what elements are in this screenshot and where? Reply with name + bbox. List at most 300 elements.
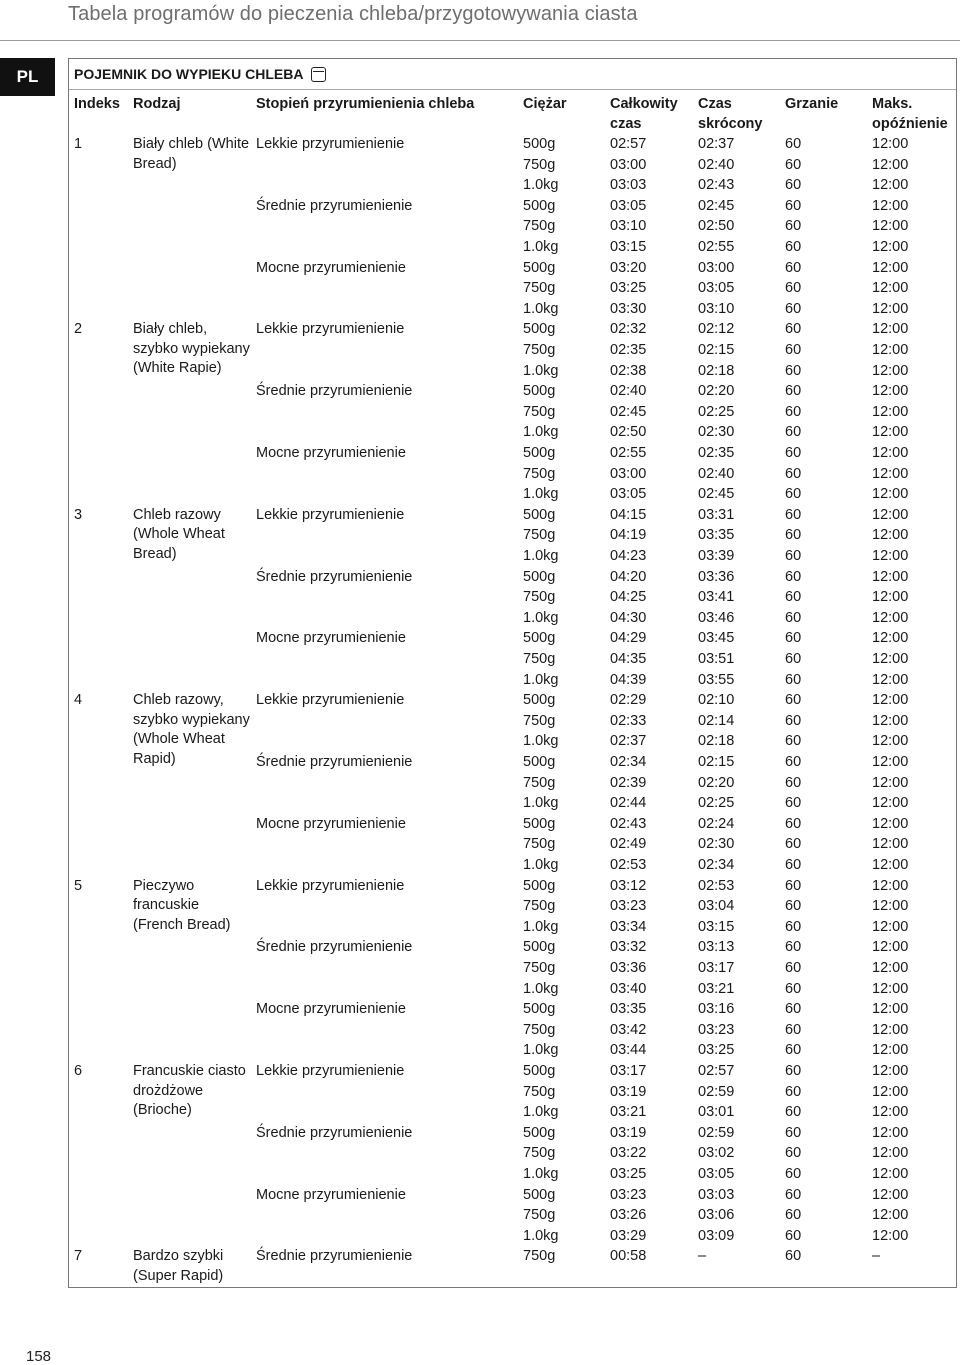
program-index: 6 <box>74 1063 83 1079</box>
browning-level: Średnie przyrumienienie <box>256 568 413 585</box>
weight-cell: 750g <box>523 403 556 420</box>
keep-warm-cell: 60 <box>785 877 802 894</box>
max-delay-cell: 12:00 <box>872 1227 909 1244</box>
short-time-cell: 03:01 <box>698 1104 735 1121</box>
weight-cell: 750g <box>523 527 556 544</box>
total-time-cell: 03:10 <box>610 218 647 235</box>
max-delay-cell: 12:00 <box>872 609 909 626</box>
column-header: Indeks <box>74 96 120 112</box>
keep-warm-cell: 60 <box>785 177 802 194</box>
short-time-cell: 02:35 <box>698 445 735 461</box>
short-time-cell: 02:45 <box>698 197 735 214</box>
short-time-cell: 03:05 <box>698 1166 735 1182</box>
section-header <box>69 59 956 90</box>
program-name: Biały chleb, szybko wypiekany (White Rapie) <box>133 321 250 377</box>
keep-warm-cell: 60 <box>785 300 802 317</box>
program-index: 2 <box>74 321 83 338</box>
max-delay-cell: 12:00 <box>872 342 909 358</box>
weight-cell: 500g <box>523 630 556 647</box>
keep-warm-cell: 60 <box>785 486 802 503</box>
total-time-cell: 03:36 <box>610 960 647 976</box>
keep-warm-cell: 60 <box>785 156 802 173</box>
weight-cell: 500g <box>523 939 556 956</box>
weight-cell: 1.0kg <box>523 1104 559 1121</box>
max-delay-cell: 12:00 <box>872 403 909 420</box>
weight-cell: 500g <box>523 877 556 894</box>
weight-cell: 1.0kg <box>523 1042 559 1059</box>
column-header: Maks. opóźnienie <box>872 96 948 132</box>
short-time-cell: 02:12 <box>698 321 735 338</box>
browning-level: Średnie przyrumienienie <box>256 939 413 956</box>
keep-warm-cell: 60 <box>785 136 802 152</box>
short-time-cell: 03:21 <box>698 980 735 997</box>
weight-cell: 500g <box>523 1124 556 1141</box>
weight-cell: 750g <box>523 774 556 791</box>
max-delay-cell: 12:00 <box>872 898 909 915</box>
short-time-cell: 03:41 <box>698 589 735 606</box>
total-time-cell: 02:40 <box>610 383 647 400</box>
short-time-cell: – <box>698 1248 707 1265</box>
max-delay-cell: 12:00 <box>872 1145 909 1162</box>
browning-level: Lekkie przyrumienienie <box>256 877 405 894</box>
weight-cell: 1.0kg <box>523 1227 559 1244</box>
short-time-cell: 03:06 <box>698 1207 735 1224</box>
short-time-cell: 02:25 <box>698 795 735 812</box>
keep-warm-cell: 60 <box>785 239 802 255</box>
weight-cell: 500g <box>523 259 556 276</box>
total-time-cell: 03:03 <box>610 177 647 194</box>
keep-warm-cell: 60 <box>785 836 802 853</box>
weight-cell: 750g <box>523 836 556 853</box>
browning-level: Mocne przyrumienienie <box>256 259 406 276</box>
browning-level: Średnie przyrumienienie <box>256 383 413 400</box>
weight-cell: 1.0kg <box>523 239 559 255</box>
short-time-cell: 02:30 <box>698 424 735 441</box>
short-time-cell: 02:24 <box>698 815 735 832</box>
browning-level: Lekkie przyrumienienie <box>256 1063 405 1079</box>
weight-cell: 1.0kg <box>523 548 559 564</box>
weight-cell: 500g <box>523 321 556 338</box>
max-delay-cell: 12:00 <box>872 651 909 667</box>
browning-level: Średnie przyrumienienie <box>256 197 413 214</box>
program-index: 7 <box>74 1248 83 1265</box>
weight-cell: 500g <box>523 197 556 214</box>
keep-warm-cell: 60 <box>785 754 802 770</box>
language-tab: PL <box>0 58 55 96</box>
total-time-cell: 03:29 <box>610 1227 647 1244</box>
weight-cell: 750g <box>523 342 556 358</box>
keep-warm-cell: 60 <box>785 218 802 235</box>
max-delay-cell: 12:00 <box>872 589 909 606</box>
max-delay-cell: 12:00 <box>872 774 909 791</box>
short-time-cell: 03:15 <box>698 918 735 935</box>
max-delay-cell: 12:00 <box>872 1207 909 1224</box>
short-time-cell: 02:10 <box>698 692 735 709</box>
max-delay-cell: 12:00 <box>872 733 909 750</box>
short-time-cell: 02:15 <box>698 754 735 770</box>
keep-warm-cell: 60 <box>785 383 802 400</box>
total-time-cell: 03:25 <box>610 1166 647 1182</box>
keep-warm-cell: 60 <box>785 1104 802 1121</box>
max-delay-cell: 12:00 <box>872 1104 909 1121</box>
max-delay-cell: 12:00 <box>872 1083 909 1100</box>
total-time-cell: 03:15 <box>610 239 647 255</box>
weight-cell: 1.0kg <box>523 918 559 935</box>
total-time-cell: 03:17 <box>610 1063 647 1079</box>
browning-level: Średnie przyrumienienie <box>256 754 413 770</box>
short-time-cell: 02:50 <box>698 218 735 235</box>
total-time-cell: 02:33 <box>610 712 647 729</box>
page-number: 158 <box>26 1348 52 1365</box>
program-name: Pieczywo francuskie (French Bread) <box>133 877 231 933</box>
keep-warm-cell: 60 <box>785 548 802 564</box>
total-time-cell: 03:00 <box>610 465 647 482</box>
weight-cell: 500g <box>523 506 556 523</box>
max-delay-cell: 12:00 <box>872 712 909 729</box>
column-header: Całkowity czas <box>610 96 678 132</box>
max-delay-cell: 12:00 <box>872 1042 909 1059</box>
weight-cell: 500g <box>523 1001 556 1018</box>
keep-warm-cell: 60 <box>785 1021 802 1038</box>
weight-cell: 1.0kg <box>523 300 559 317</box>
total-time-cell: 04:15 <box>610 506 647 523</box>
weight-cell: 1.0kg <box>523 795 559 812</box>
weight-cell: 750g <box>523 156 556 173</box>
max-delay-cell: 12:00 <box>872 980 909 997</box>
keep-warm-cell: 60 <box>785 280 802 297</box>
section-title: POJEMNIK DO WYPIEKU CHLEBA <box>74 66 304 82</box>
short-time-cell: 02:20 <box>698 383 735 400</box>
weight-cell: 1.0kg <box>523 980 559 997</box>
total-time-cell: 03:40 <box>610 980 647 997</box>
max-delay-cell: 12:00 <box>872 671 909 688</box>
weight-cell: 1.0kg <box>523 424 559 441</box>
weight-cell: 500g <box>523 754 556 770</box>
keep-warm-cell: 60 <box>785 774 802 791</box>
total-time-cell: 03:44 <box>610 1042 647 1059</box>
browning-level: Mocne przyrumienienie <box>256 815 406 832</box>
browning-level: Lekkie przyrumienienie <box>256 692 405 709</box>
weight-cell: 500g <box>523 1186 556 1203</box>
max-delay-cell: 12:00 <box>872 362 909 379</box>
weight-cell: 1.0kg <box>523 177 559 194</box>
total-time-cell: 04:20 <box>610 568 647 585</box>
short-time-cell: 03:04 <box>698 898 735 915</box>
short-time-cell: 03:00 <box>698 259 735 276</box>
weight-cell: 500g <box>523 692 556 709</box>
browning-level: Lekkie przyrumienienie <box>256 321 405 338</box>
max-delay-cell: 12:00 <box>872 280 909 297</box>
keep-warm-cell: 60 <box>785 1083 802 1100</box>
weight-cell: 500g <box>523 568 556 585</box>
total-time-cell: 03:22 <box>610 1145 647 1162</box>
total-time-cell: 02:35 <box>610 342 647 358</box>
weight-cell: 1.0kg <box>523 362 559 379</box>
total-time-cell: 04:35 <box>610 651 647 667</box>
short-time-cell: 02:30 <box>698 836 735 853</box>
max-delay-cell: 12:00 <box>872 836 909 853</box>
keep-warm-cell: 60 <box>785 321 802 338</box>
program-index: 4 <box>74 692 83 709</box>
keep-warm-cell: 60 <box>785 671 802 688</box>
short-time-cell: 02:59 <box>698 1083 735 1100</box>
weight-cell: 500g <box>523 136 556 152</box>
total-time-cell: 00:58 <box>610 1248 647 1265</box>
keep-warm-cell: 60 <box>785 918 802 935</box>
max-delay-cell: 12:00 <box>872 1021 909 1038</box>
weight-cell: 1.0kg <box>523 486 559 503</box>
short-time-cell: 02:15 <box>698 342 735 358</box>
max-delay-cell: 12:00 <box>872 548 909 564</box>
program-index: 5 <box>74 877 83 894</box>
weight-cell: 1.0kg <box>523 609 559 626</box>
short-time-cell: 02:55 <box>698 239 735 255</box>
total-time-cell: 04:25 <box>610 589 647 606</box>
total-time-cell: 02:53 <box>610 857 647 873</box>
browning-level: Lekkie przyrumienienie <box>256 136 405 152</box>
short-time-cell: 03:31 <box>698 506 735 523</box>
keep-warm-cell: 60 <box>785 960 802 976</box>
total-time-cell: 03:25 <box>610 280 647 297</box>
title-divider <box>0 40 960 41</box>
keep-warm-cell: 60 <box>785 197 802 214</box>
max-delay-cell: 12:00 <box>872 877 909 894</box>
max-delay-cell: – <box>872 1248 881 1265</box>
program-name: Francuskie ciasto drożdżowe (Brioche) <box>133 1063 246 1118</box>
total-time-cell: 03:20 <box>610 259 647 276</box>
keep-warm-cell: 60 <box>785 1248 802 1265</box>
total-time-cell: 04:23 <box>610 548 647 564</box>
max-delay-cell: 12:00 <box>872 321 909 338</box>
weight-cell: 750g <box>523 589 556 606</box>
total-time-cell: 02:32 <box>610 321 647 338</box>
page-title: Tabela programów do pieczenia chleba/przygotowywania ciasta <box>68 3 638 25</box>
column-header: Stopień przyrumienienia chleba <box>256 96 475 112</box>
max-delay-cell: 12:00 <box>872 383 909 400</box>
keep-warm-cell: 60 <box>785 342 802 358</box>
weight-cell: 750g <box>523 1083 556 1100</box>
total-time-cell: 04:19 <box>610 527 647 544</box>
keep-warm-cell: 60 <box>785 980 802 997</box>
weight-cell: 750g <box>523 218 556 235</box>
keep-warm-cell: 60 <box>785 1207 802 1224</box>
short-time-cell: 03:16 <box>698 1001 735 1018</box>
program-name: Biały chleb (White Bread) <box>133 136 250 172</box>
max-delay-cell: 12:00 <box>872 918 909 935</box>
max-delay-cell: 12:00 <box>872 857 909 873</box>
max-delay-cell: 12:00 <box>872 218 909 235</box>
weight-cell: 750g <box>523 1021 556 1038</box>
max-delay-cell: 12:00 <box>872 136 909 152</box>
browning-level: Mocne przyrumienienie <box>256 1001 406 1018</box>
browning-level: Mocne przyrumienienie <box>256 630 406 647</box>
max-delay-cell: 12:00 <box>872 465 909 482</box>
max-delay-cell: 12:00 <box>872 795 909 812</box>
max-delay-cell: 12:00 <box>872 1124 909 1141</box>
browning-level: Mocne przyrumienienie <box>256 1186 406 1203</box>
keep-warm-cell: 60 <box>785 857 802 873</box>
short-time-cell: 02:40 <box>698 465 735 482</box>
max-delay-cell: 12:00 <box>872 568 909 585</box>
short-time-cell: 02:37 <box>698 136 735 152</box>
keep-warm-cell: 60 <box>785 1124 802 1141</box>
short-time-cell: 03:35 <box>698 527 735 544</box>
total-time-cell: 03:35 <box>610 1001 647 1018</box>
max-delay-cell: 12:00 <box>872 259 909 276</box>
keep-warm-cell: 60 <box>785 403 802 420</box>
short-time-cell: 02:34 <box>698 857 735 873</box>
short-time-cell: 02:57 <box>698 1063 735 1079</box>
short-time-cell: 03:51 <box>698 651 735 667</box>
max-delay-cell: 12:00 <box>872 630 909 647</box>
total-time-cell: 04:29 <box>610 630 647 647</box>
max-delay-cell: 12:00 <box>872 156 909 173</box>
weight-cell: 750g <box>523 898 556 915</box>
total-time-cell: 02:45 <box>610 403 647 420</box>
weight-cell: 500g <box>523 383 556 400</box>
short-time-cell: 03:23 <box>698 1021 735 1038</box>
total-time-cell: 02:44 <box>610 795 647 812</box>
max-delay-cell: 12:00 <box>872 424 909 441</box>
weight-cell: 750g <box>523 1248 556 1265</box>
weight-cell: 1.0kg <box>523 1166 559 1182</box>
short-time-cell: 03:46 <box>698 609 735 626</box>
weight-cell: 750g <box>523 651 556 667</box>
short-time-cell: 02:14 <box>698 712 735 729</box>
weight-cell: 750g <box>523 1207 556 1224</box>
short-time-cell: 03:55 <box>698 671 735 688</box>
keep-warm-cell: 60 <box>785 795 802 812</box>
short-time-cell: 03:13 <box>698 939 735 956</box>
keep-warm-cell: 60 <box>785 527 802 544</box>
max-delay-cell: 12:00 <box>872 1166 909 1182</box>
short-time-cell: 03:17 <box>698 960 735 976</box>
total-time-cell: 03:42 <box>610 1021 647 1038</box>
max-delay-cell: 12:00 <box>872 1001 909 1018</box>
keep-warm-cell: 60 <box>785 506 802 523</box>
keep-warm-cell: 60 <box>785 1145 802 1162</box>
keep-warm-cell: 60 <box>785 465 802 482</box>
total-time-cell: 02:38 <box>610 362 647 379</box>
browning-level: Średnie przyrumienienie <box>256 1124 413 1141</box>
max-delay-cell: 12:00 <box>872 177 909 194</box>
total-time-cell: 03:21 <box>610 1104 647 1121</box>
total-time-cell: 02:57 <box>610 136 647 152</box>
total-time-cell: 03:23 <box>610 898 647 915</box>
weight-cell: 750g <box>523 712 556 729</box>
max-delay-cell: 12:00 <box>872 1186 909 1203</box>
short-time-cell: 02:40 <box>698 156 735 173</box>
max-delay-cell: 12:00 <box>872 486 909 503</box>
max-delay-cell: 12:00 <box>872 960 909 976</box>
column-header: Grzanie <box>785 96 839 112</box>
short-time-cell: 02:53 <box>698 877 735 894</box>
max-delay-cell: 12:00 <box>872 239 909 255</box>
total-time-cell: 02:37 <box>610 733 647 750</box>
keep-warm-cell: 60 <box>785 692 802 709</box>
short-time-cell: 03:02 <box>698 1145 735 1162</box>
weight-cell: 750g <box>523 1145 556 1162</box>
short-time-cell: 03:36 <box>698 568 735 585</box>
keep-warm-cell: 60 <box>785 259 802 276</box>
keep-warm-cell: 60 <box>785 630 802 647</box>
max-delay-cell: 12:00 <box>872 815 909 832</box>
browning-level: Średnie przyrumienienie <box>256 1248 413 1265</box>
max-delay-cell: 12:00 <box>872 939 909 956</box>
total-time-cell: 03:19 <box>610 1124 647 1141</box>
column-header: Rodzaj <box>133 96 181 112</box>
keep-warm-cell: 60 <box>785 1042 802 1059</box>
short-time-cell: 03:25 <box>698 1042 735 1059</box>
weight-cell: 1.0kg <box>523 733 559 750</box>
weight-cell: 500g <box>523 815 556 832</box>
max-delay-cell: 12:00 <box>872 300 909 317</box>
weight-cell: 500g <box>523 445 556 461</box>
max-delay-cell: 12:00 <box>872 754 909 770</box>
total-time-cell: 02:29 <box>610 692 647 709</box>
program-name: Bardzo szybki (Super Rapid) <box>133 1248 224 1284</box>
max-delay-cell: 12:00 <box>872 506 909 523</box>
keep-warm-cell: 60 <box>785 589 802 606</box>
total-time-cell: 02:34 <box>610 754 647 770</box>
column-header: Czas skrócony <box>698 96 763 132</box>
short-time-cell: 02:18 <box>698 362 735 379</box>
total-time-cell: 03:34 <box>610 918 647 935</box>
total-time-cell: 03:30 <box>610 300 647 317</box>
total-time-cell: 03:12 <box>610 877 647 894</box>
keep-warm-cell: 60 <box>785 1001 802 1018</box>
keep-warm-cell: 60 <box>785 939 802 956</box>
bread-pan-icon <box>311 67 326 82</box>
short-time-cell: 03:10 <box>698 300 735 317</box>
keep-warm-cell: 60 <box>785 651 802 667</box>
column-header: Ciężar <box>523 96 567 112</box>
weight-cell: 750g <box>523 960 556 976</box>
short-time-cell: 02:45 <box>698 486 735 503</box>
max-delay-cell: 12:00 <box>872 197 909 214</box>
keep-warm-cell: 60 <box>785 1063 802 1079</box>
keep-warm-cell: 60 <box>785 815 802 832</box>
max-delay-cell: 12:00 <box>872 692 909 709</box>
program-index: 3 <box>74 506 83 523</box>
weight-cell: 500g <box>523 1063 556 1079</box>
max-delay-cell: 12:00 <box>872 527 909 544</box>
browning-level: Lekkie przyrumienienie <box>256 506 405 523</box>
weight-cell: 750g <box>523 280 556 297</box>
keep-warm-cell: 60 <box>785 445 802 461</box>
short-time-cell: 02:18 <box>698 733 735 750</box>
total-time-cell: 03:05 <box>610 197 647 214</box>
total-time-cell: 02:50 <box>610 424 647 441</box>
keep-warm-cell: 60 <box>785 733 802 750</box>
total-time-cell: 02:49 <box>610 836 647 853</box>
total-time-cell: 02:55 <box>610 445 647 461</box>
program-name: Chleb razowy (Whole Wheat Bread) <box>133 506 225 562</box>
total-time-cell: 03:05 <box>610 486 647 503</box>
short-time-cell: 03:09 <box>698 1227 735 1244</box>
keep-warm-cell: 60 <box>785 362 802 379</box>
weight-cell: 750g <box>523 465 556 482</box>
max-delay-cell: 12:00 <box>872 445 909 461</box>
short-time-cell: 02:25 <box>698 403 735 420</box>
weight-cell: 1.0kg <box>523 857 559 873</box>
short-time-cell: 02:59 <box>698 1124 735 1141</box>
total-time-cell: 02:39 <box>610 774 647 791</box>
total-time-cell: 03:23 <box>610 1186 647 1203</box>
browning-level: Mocne przyrumienienie <box>256 445 406 461</box>
short-time-cell: 03:39 <box>698 548 735 564</box>
keep-warm-cell: 60 <box>785 568 802 585</box>
